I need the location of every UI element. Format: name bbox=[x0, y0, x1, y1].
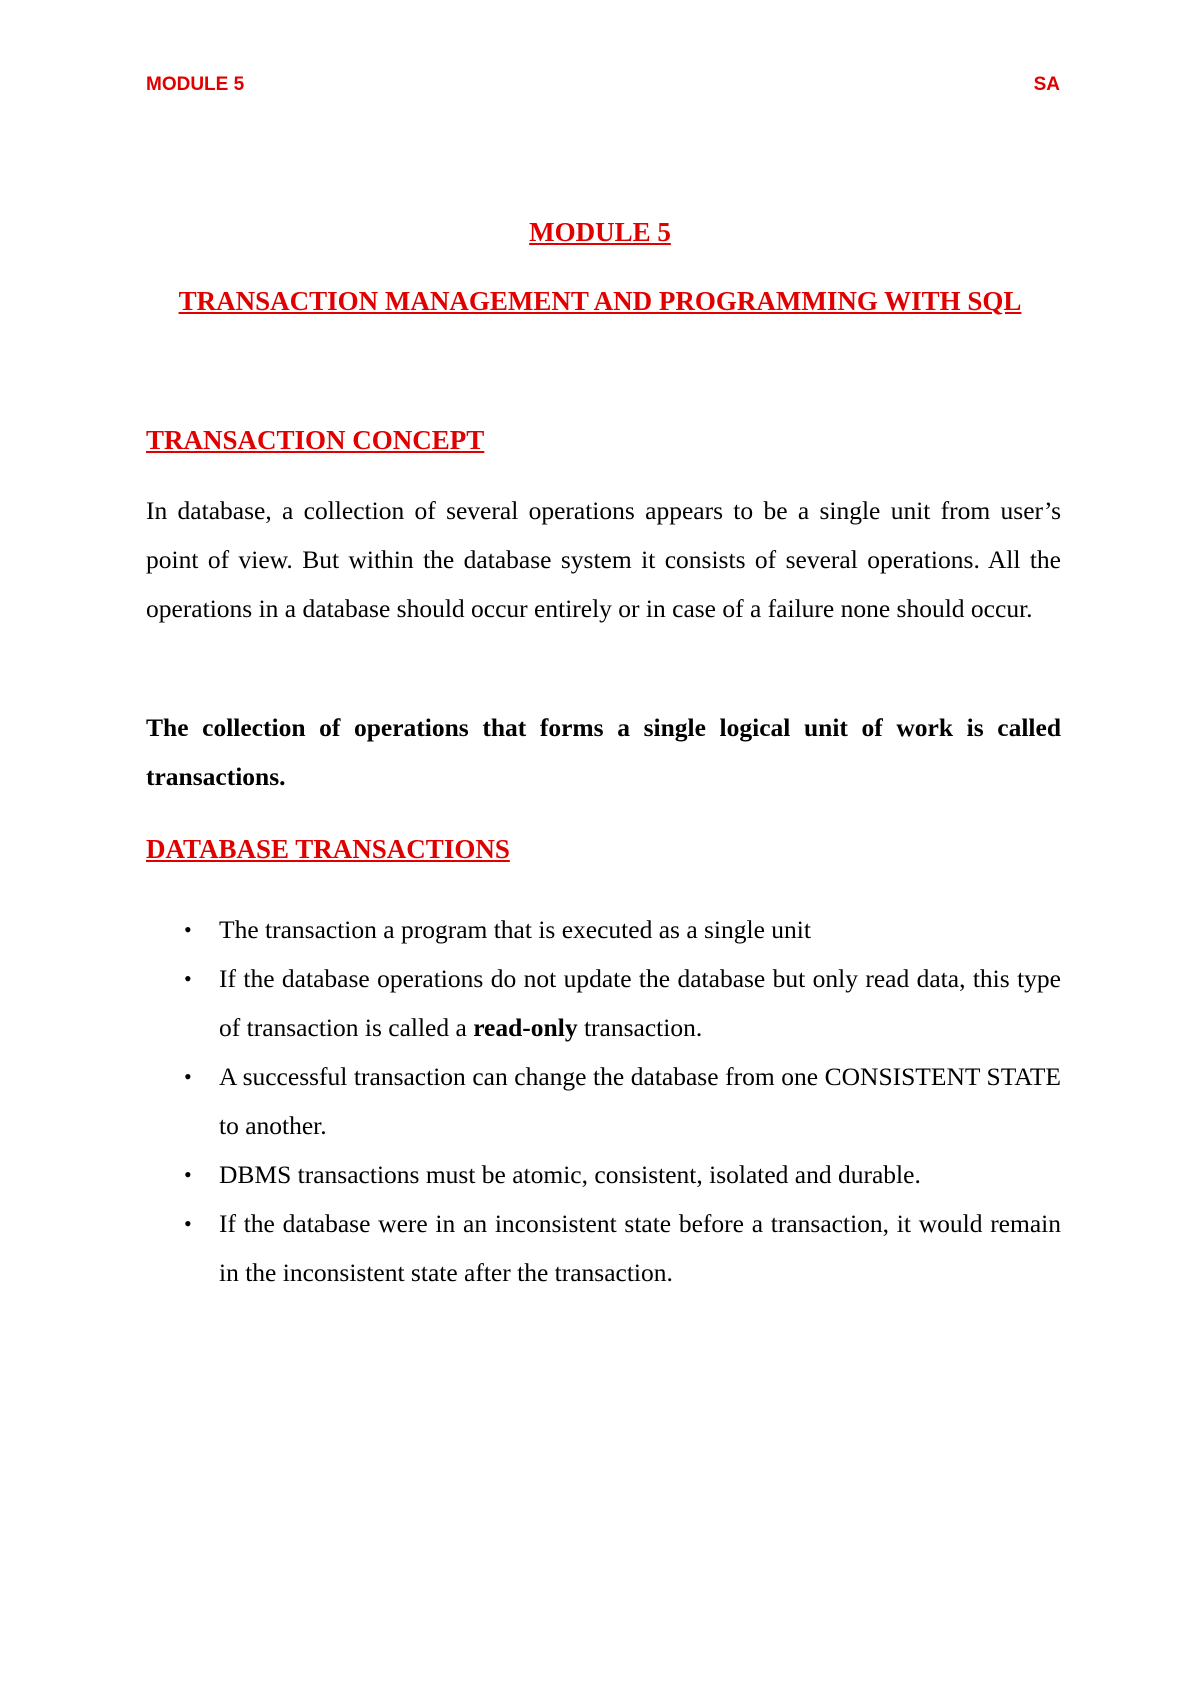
list-item bbox=[146, 1199, 1061, 1297]
bullet-icon: • bbox=[184, 1211, 192, 1236]
bullet-icon: • bbox=[184, 917, 192, 942]
bullet-icon: • bbox=[184, 966, 192, 991]
header-module-label: MODULE 5 bbox=[146, 74, 245, 95]
transaction-definition: The collection of operations that forms a single logical unit of work is called transactions. bbox=[146, 713, 1061, 791]
concept-paragraph: In database, a collection of several operations appears to be a single unit from user’s point of view. But within the database system it consists of several operations. All the operations in a database should occur entirely or in case of a failure none should occur. bbox=[146, 496, 1061, 623]
list-item bbox=[146, 1150, 1061, 1199]
read-only-term: read-only bbox=[473, 1013, 578, 1042]
bullet-icon: • bbox=[184, 1162, 192, 1187]
header-author-initials: SA bbox=[1033, 74, 1060, 95]
list-item-text: The transaction a program that is executed as a single unit bbox=[219, 915, 811, 944]
list-item bbox=[146, 1052, 1061, 1150]
transaction-bullet-list bbox=[146, 905, 1061, 1297]
section-heading-database-transactions: DATABASE TRANSACTIONS bbox=[146, 834, 510, 864]
list-item-text: If the database operations do not update the database but only read data, this type of transaction is called a bbox=[219, 964, 1061, 1042]
subject-title: TRANSACTION MANAGEMENT AND PROGRAMMING WITH SQL bbox=[178, 286, 1022, 316]
list-item-text: If the database were in an inconsistent state before a transaction, it would remain in the inconsistent state after the transaction. bbox=[219, 1209, 1061, 1287]
list-item-text-end: transaction. bbox=[577, 1013, 703, 1042]
list-item bbox=[146, 905, 1061, 954]
list-item bbox=[146, 954, 1061, 1052]
module-title: MODULE 5 bbox=[529, 217, 671, 247]
list-item-text: A successful transaction can change the database from one CONSISTENT STATE to another. bbox=[219, 1062, 1061, 1140]
list-item-text: DBMS transactions must be atomic, consistent, isolated and durable. bbox=[219, 1160, 921, 1189]
page-header bbox=[146, 74, 1060, 104]
section-heading-transaction-concept: TRANSACTION CONCEPT bbox=[146, 425, 485, 455]
bullet-icon: • bbox=[184, 1064, 192, 1089]
